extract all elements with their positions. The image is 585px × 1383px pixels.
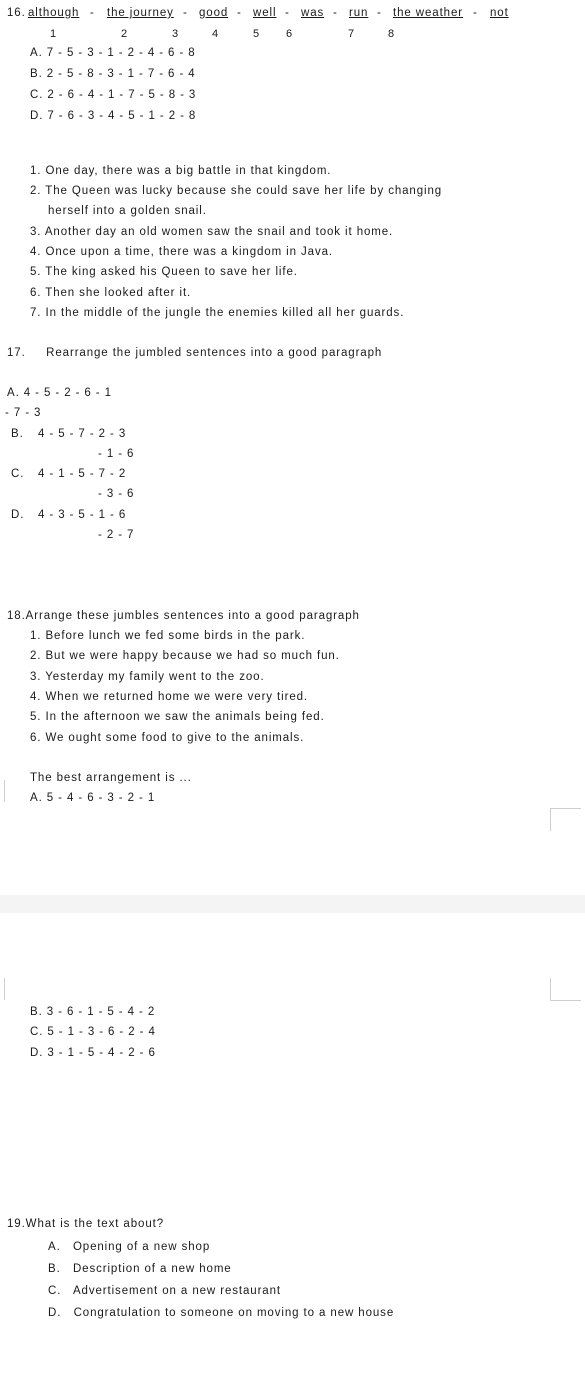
q18-sentence-6: 6. We ought some food to give to the animals. [30,732,305,744]
dash: - [473,7,478,19]
q16-option-a[interactable]: A. 7 - 5 - 3 - 1 - 2 - 4 - 6 - 8 [30,47,196,59]
q17-option-d-cont: - 2 - 7 [98,529,135,541]
q17-option-b[interactable]: 4 - 5 - 7 - 2 - 3 [38,428,127,440]
q16-word-3: good [199,7,229,19]
q17-sentence-7: 7. In the middle of the jungle the enemies killed all her guards. [30,307,405,319]
q19-option-b[interactable]: B. Description of a new home [48,1263,232,1275]
q16-index-2: 2 [121,28,129,40]
dash: - [377,7,382,19]
q17-sentence-4: 4. Once upon a time, there was a kingdom in Java. [30,246,333,258]
dash: - [237,7,242,19]
q17-option-c-cont: - 3 - 6 [98,488,135,500]
q19-option-d[interactable]: D. Congratulation to someone on moving to a new house [48,1307,395,1319]
q17-option-d-label[interactable]: D. [11,509,25,521]
dash: - [183,7,188,19]
q16-word-2: the journey [107,7,174,19]
dash: - [333,7,338,19]
q17-option-a-cont: - 7 - 3 [5,407,42,419]
q18-sentence-1: 1. Before lunch we fed some birds in the park. [30,630,306,642]
q17-option-b-label[interactable]: B. [11,428,24,440]
q16-index-5: 5 [253,28,261,40]
q19-title: 19.What is the text about? [7,1218,165,1230]
q18-sentence-5: 5. In the afternoon we saw the animals being fed. [30,711,325,723]
q18-option-c[interactable]: C. 5 - 1 - 3 - 6 - 2 - 4 [30,1026,156,1038]
q16-word-1: although [28,7,80,19]
q16-option-b[interactable]: B. 2 - 5 - 8 - 3 - 1 - 7 - 6 - 4 [30,68,196,80]
q17-option-b-cont: - 1 - 6 [98,448,135,460]
q16-option-d[interactable]: D. 7 - 6 - 3 - 4 - 5 - 1 - 2 - 8 [30,110,197,122]
dash: - [90,7,95,19]
q16-index-1: 1 [50,28,58,40]
q18-title: 18.Arrange these jumbles sentences into a good paragraph [7,610,360,622]
q16-word-7: the weather [393,7,463,19]
page-corner-mark [550,808,581,831]
q16-word-8: not [490,7,509,19]
q16-word-4: well [253,7,277,19]
page-corner-mark [0,978,5,1000]
q16-index-7: 7 [348,28,356,40]
q16-word-5: was [301,7,325,19]
q17-sentence-5: 5. The king asked his Queen to save her life. [30,266,298,278]
q17-option-c-label[interactable]: C. [11,468,25,480]
q17-sentence-1: 1. One day, there was a big battle in that kingdom. [30,165,332,177]
q18-sentence-3: 3. Yesterday my family went to the zoo. [30,671,265,683]
q16-index-6: 6 [286,28,294,40]
page-corner-mark [550,978,581,1001]
dash: - [285,7,290,19]
q18-sentence-2: 2. But we were happy because we had so much fun. [30,650,340,662]
q17-sentence-2: 2. The Queen was lucky because she could save her life by changing [30,185,443,197]
q16-index-8: 8 [388,28,396,40]
q16-word-6: run [349,7,369,19]
q18-prompt: The best arrangement is ... [30,772,192,784]
q18-option-a[interactable]: A. 5 - 4 - 6 - 3 - 2 - 1 [30,792,156,804]
q17-option-c[interactable]: 4 - 1 - 5 - 7 - 2 [38,468,127,480]
q18-option-d[interactable]: D. 3 - 1 - 5 - 4 - 2 - 6 [30,1047,156,1059]
q17-sentence-6: 6. Then she looked after it. [30,287,192,299]
q19-option-a[interactable]: A. Opening of a new shop [48,1241,211,1253]
page-break [0,895,585,913]
q16-number: 16. [7,7,26,19]
q16-index-4: 4 [212,28,220,40]
q18-sentence-4: 4. When we returned home we were very tired. [30,691,309,703]
page-corner-mark [0,780,5,802]
q16-option-c[interactable]: C. 2 - 6 - 4 - 1 - 7 - 5 - 8 - 3 [30,89,197,101]
q19-option-c[interactable]: C. Advertisement on a new restaurant [48,1285,281,1297]
q17-option-d[interactable]: 4 - 3 - 5 - 1 - 6 [38,509,127,521]
q16-index-3: 3 [172,28,180,40]
q17-sentence-3: 3. Another day an old women saw the snail and took it home. [30,226,394,238]
q17-title: 17. Rearrange the jumbled sentences into a good paragraph [7,347,383,359]
q18-option-b[interactable]: B. 3 - 6 - 1 - 5 - 4 - 2 [30,1006,156,1018]
q17-sentence-2-cont: herself into a golden snail. [48,205,207,217]
q17-option-a[interactable]: A. 4 - 5 - 2 - 6 - 1 [7,387,112,399]
